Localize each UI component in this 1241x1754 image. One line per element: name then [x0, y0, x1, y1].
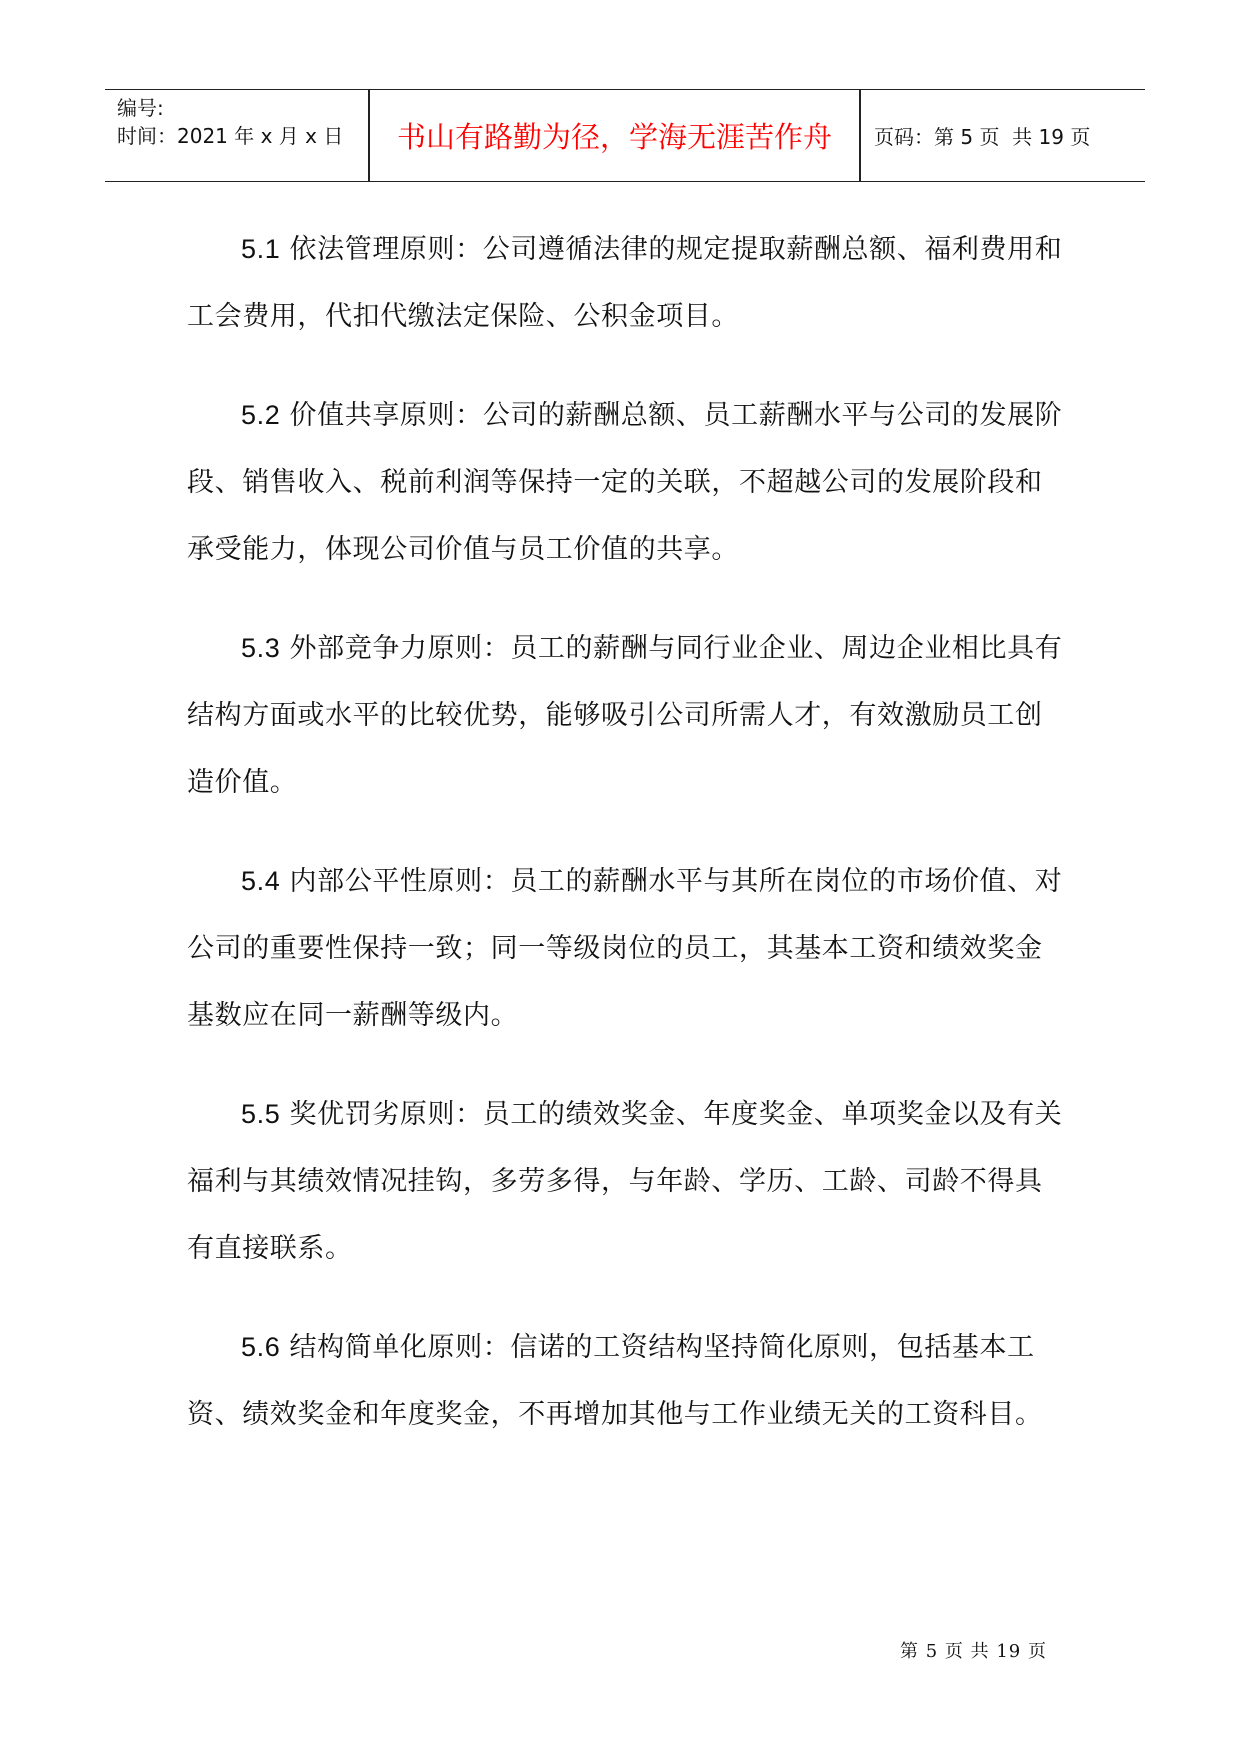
paragraph-text: 内部公平性原则：员工的薪酬水平与其所在岗位的市场价值、对公司的重要性保持一致；同一等级岗位的员工，其基本工资和绩效奖金基数应在同一薪酬等级内。	[187, 866, 1063, 1031]
paragraph-text: 依法管理原则：公司遵循法律的规定提取薪酬总额、福利费用和工会费用，代扣代缴法定保险、公积金项目。	[187, 234, 1063, 332]
paragraph-number: 5.5	[241, 1099, 281, 1129]
paragraph-5-4	[187, 848, 1067, 1049]
paragraph-5-2	[187, 382, 1067, 583]
time-label: 时间：2021 年 x 月 x 日	[117, 124, 344, 148]
document-body	[187, 216, 1067, 1480]
paragraph-number: 5.3	[241, 633, 281, 663]
header-page-info: 页码：第 5 页 共 19 页	[874, 125, 1091, 149]
header-meta	[117, 94, 343, 150]
paragraph-number: 5.6	[241, 1332, 281, 1362]
paragraph-text: 奖优罚劣原则：员工的绩效奖金、年度奖金、单项奖金以及有关福利与其绩效情况挂钩，多劳多得，与年龄、学历、工龄、司龄不得具有直接联系。	[187, 1099, 1063, 1264]
paragraph-text: 结构简单化原则：信诺的工资结构坚持简化原则，包括基本工资、绩效奖金和年度奖金，不再增加其他与工作业绩无关的工资科目。	[187, 1332, 1043, 1430]
paragraph-text: 外部竞争力原则：员工的薪酬与同行业企业、周边企业相比具有结构方面或水平的比较优势，能够吸引公司所需人才，有效激励员工创造价值。	[187, 633, 1063, 798]
paragraph-number: 5.2	[241, 400, 281, 430]
header-divider-right	[859, 90, 861, 181]
paragraph-text: 价值共享原则：公司的薪酬总额、员工薪酬水平与公司的发展阶段、销售收入、税前利润等保持一定的关联，不超越公司的发展阶段和承受能力，体现公司价值与员工价值的共享。	[187, 400, 1063, 565]
paragraph-5-1	[187, 216, 1067, 350]
page-header	[105, 89, 1145, 182]
paragraph-number: 5.1	[241, 234, 281, 264]
header-motto: 书山有路勤为径，学海无涯苦作舟	[396, 120, 832, 154]
serial-number-label: 编号:	[117, 96, 164, 120]
page-footer: 第 5 页 共 19 页	[900, 1641, 1047, 1662]
paragraph-number: 5.4	[241, 866, 281, 896]
paragraph-5-6	[187, 1314, 1067, 1448]
paragraph-5-3	[187, 615, 1067, 816]
paragraph-5-5	[187, 1081, 1067, 1282]
